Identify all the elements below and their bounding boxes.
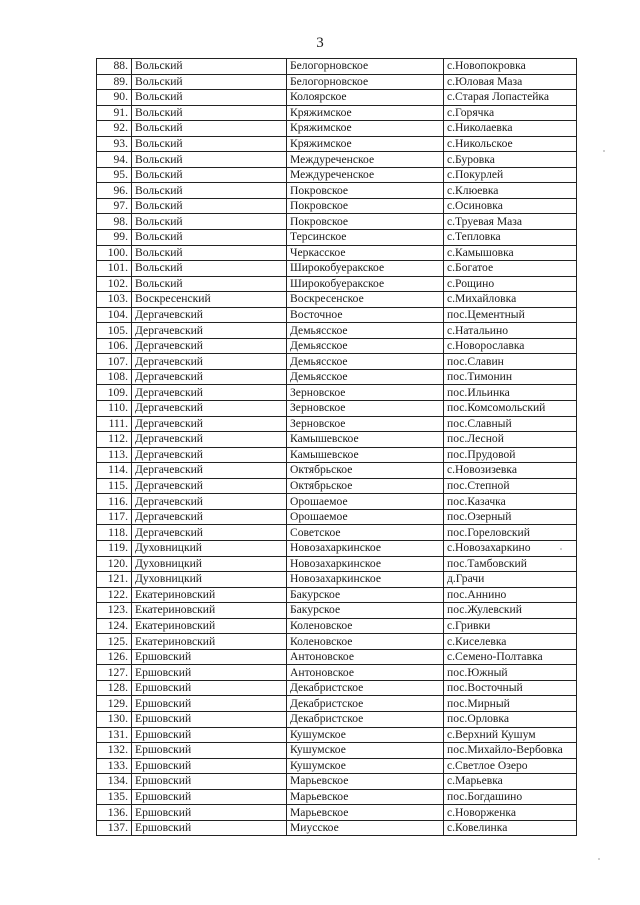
table-row — [97, 805, 577, 821]
row-number: 116. — [97, 494, 132, 510]
municipality-cell: Антоновское — [287, 649, 444, 665]
district-cell: Ершовский — [132, 680, 287, 696]
settlement-cell: с.Горячка — [444, 105, 577, 121]
row-number: 91. — [97, 105, 132, 121]
settlement-cell: пос.Славин — [444, 354, 577, 370]
row-number: 89. — [97, 74, 132, 90]
table-row — [97, 198, 577, 214]
row-number: 129. — [97, 696, 132, 712]
municipality-cell: Декабристское — [287, 696, 444, 712]
municipality-cell: Зерновское — [287, 401, 444, 417]
row-number: 106. — [97, 338, 132, 354]
scan-speck — [603, 150, 605, 152]
district-cell: Вольский — [132, 152, 287, 168]
municipality-cell: Марьевское — [287, 805, 444, 821]
table-row — [97, 587, 577, 603]
district-cell: Ершовский — [132, 805, 287, 821]
district-cell: Вольский — [132, 245, 287, 261]
settlement-cell: с.Светлое Озеро — [444, 758, 577, 774]
settlement-cell: пос.Славный — [444, 416, 577, 432]
table-row — [97, 214, 577, 230]
district-cell: Екатериновский — [132, 634, 287, 650]
settlement-cell: пос.Орловка — [444, 711, 577, 727]
row-number: 125. — [97, 634, 132, 650]
municipality-cell: Декабристское — [287, 711, 444, 727]
row-number: 107. — [97, 354, 132, 370]
district-cell: Дергачевский — [132, 463, 287, 479]
municipality-cell: Широкобуеракское — [287, 261, 444, 277]
row-number: 97. — [97, 198, 132, 214]
district-cell: Вольский — [132, 59, 287, 75]
settlement-cell: с.Богатое — [444, 261, 577, 277]
row-number: 99. — [97, 230, 132, 246]
municipality-cell: Покровское — [287, 214, 444, 230]
row-number: 121. — [97, 572, 132, 588]
row-number: 96. — [97, 183, 132, 199]
settlement-cell: с.Семено-Полтавка — [444, 649, 577, 665]
table-row — [97, 338, 577, 354]
municipality-cell: Кушумское — [287, 727, 444, 743]
settlement-cell: пос.Жулевский — [444, 603, 577, 619]
municipality-cell: Антоновское — [287, 665, 444, 681]
table-row — [97, 167, 577, 183]
settlement-cell: с.Марьевка — [444, 774, 577, 790]
municipality-cell: Покровское — [287, 183, 444, 199]
district-cell: Дергачевский — [132, 447, 287, 463]
table-row — [97, 59, 577, 75]
table-row — [97, 292, 577, 308]
row-number: 127. — [97, 665, 132, 681]
table-row — [97, 401, 577, 417]
row-number: 117. — [97, 509, 132, 525]
table-row — [97, 649, 577, 665]
settlement-cell: пос.Тимонин — [444, 369, 577, 385]
district-cell: Духовницкий — [132, 572, 287, 588]
row-number: 110. — [97, 401, 132, 417]
row-number: 98. — [97, 214, 132, 230]
settlement-cell: с.Ковелинка — [444, 820, 577, 836]
settlement-cell: с.Тепловка — [444, 230, 577, 246]
municipality-cell: Коленовское — [287, 618, 444, 634]
settlement-cell: с.Камышовка — [444, 245, 577, 261]
settlement-cell: с.Гривки — [444, 618, 577, 634]
municipality-cell: Демьясское — [287, 338, 444, 354]
municipality-cell: Кряжимское — [287, 136, 444, 152]
settlement-cell: с.Старая Лопастейка — [444, 90, 577, 106]
municipality-cell: Новозахаркинское — [287, 540, 444, 556]
settlement-cell: с.Труевая Маза — [444, 214, 577, 230]
settlement-cell: с.Осиновка — [444, 198, 577, 214]
row-number: 128. — [97, 680, 132, 696]
settlement-cell: пос.Степной — [444, 478, 577, 494]
district-cell: Ершовский — [132, 727, 287, 743]
municipality-cell: Широкобуеракское — [287, 276, 444, 292]
row-number: 113. — [97, 447, 132, 463]
table-row — [97, 121, 577, 137]
district-cell: Ершовский — [132, 774, 287, 790]
settlement-cell: пос.Лесной — [444, 432, 577, 448]
scan-speck — [598, 858, 600, 860]
municipality-cell: Декабристское — [287, 680, 444, 696]
settlement-cell: пос.Аннино — [444, 587, 577, 603]
municipality-cell: Белогорновское — [287, 74, 444, 90]
settlement-cell: пос.Ильинка — [444, 385, 577, 401]
district-cell: Ершовский — [132, 758, 287, 774]
settlement-cell: пос.Мирный — [444, 696, 577, 712]
municipality-cell: Бакурское — [287, 603, 444, 619]
settlement-cell: с.Николаевка — [444, 121, 577, 137]
municipality-cell: Колоярское — [287, 90, 444, 106]
district-cell: Вольский — [132, 214, 287, 230]
municipality-cell: Воскресенское — [287, 292, 444, 308]
settlement-cell: пос.Восточный — [444, 680, 577, 696]
district-cell: Дергачевский — [132, 385, 287, 401]
row-number: 130. — [97, 711, 132, 727]
table-row — [97, 447, 577, 463]
row-number: 119. — [97, 540, 132, 556]
district-cell: Вольский — [132, 276, 287, 292]
municipality-cell: Кушумское — [287, 743, 444, 759]
settlement-cell: с.Новозахаркино — [444, 540, 577, 556]
municipality-cell: Белогорновское — [287, 59, 444, 75]
table-row — [97, 634, 577, 650]
table-row — [97, 105, 577, 121]
municipality-cell: Восточное — [287, 307, 444, 323]
table-row — [97, 152, 577, 168]
table-row — [97, 74, 577, 90]
municipality-cell: Демьясское — [287, 323, 444, 339]
district-cell: Екатериновский — [132, 587, 287, 603]
row-number: 132. — [97, 743, 132, 759]
row-number: 111. — [97, 416, 132, 432]
settlement-cell: с.Юловая Маза — [444, 74, 577, 90]
settlement-cell: пос.Комсомольский — [444, 401, 577, 417]
district-cell: Вольский — [132, 105, 287, 121]
municipality-cell: Черкасское — [287, 245, 444, 261]
table-row — [97, 603, 577, 619]
settlement-cell: пос.Озерный — [444, 509, 577, 525]
settlement-cell: с.Михайловка — [444, 292, 577, 308]
table-row — [97, 261, 577, 277]
table-row — [97, 572, 577, 588]
row-number: 88. — [97, 59, 132, 75]
table-row — [97, 525, 577, 541]
table-row — [97, 820, 577, 836]
district-cell: Вольский — [132, 136, 287, 152]
settlement-cell: с.Новорославка — [444, 338, 577, 354]
municipality-cell: Междуреченское — [287, 167, 444, 183]
settlement-cell: с.Никольское — [444, 136, 577, 152]
municipality-cell: Кряжимское — [287, 121, 444, 137]
district-cell: Ершовский — [132, 649, 287, 665]
district-cell: Вольский — [132, 167, 287, 183]
table-row — [97, 556, 577, 572]
settlements-table-body — [97, 59, 577, 836]
row-number: 105. — [97, 323, 132, 339]
settlement-cell: пос.Богдашино — [444, 789, 577, 805]
municipality-cell: Терсинское — [287, 230, 444, 246]
table-row — [97, 618, 577, 634]
table-row — [97, 354, 577, 370]
table-row — [97, 276, 577, 292]
row-number: 120. — [97, 556, 132, 572]
row-number: 102. — [97, 276, 132, 292]
municipality-cell: Камышевское — [287, 447, 444, 463]
row-number: 136. — [97, 805, 132, 821]
row-number: 123. — [97, 603, 132, 619]
settlement-cell: с.Верхний Кушум — [444, 727, 577, 743]
district-cell: Вольский — [132, 90, 287, 106]
district-cell: Екатериновский — [132, 603, 287, 619]
district-cell: Ершовский — [132, 711, 287, 727]
district-cell: Ершовский — [132, 820, 287, 836]
municipality-cell: Миусское — [287, 820, 444, 836]
row-number: 137. — [97, 820, 132, 836]
municipality-cell: Новозахаркинское — [287, 572, 444, 588]
municipality-cell: Демьясское — [287, 354, 444, 370]
row-number: 134. — [97, 774, 132, 790]
municipality-cell: Зерновское — [287, 416, 444, 432]
table-row — [97, 789, 577, 805]
municipality-cell: Зерновское — [287, 385, 444, 401]
district-cell: Вольский — [132, 261, 287, 277]
row-number: 100. — [97, 245, 132, 261]
table-row — [97, 136, 577, 152]
settlement-cell: пос.Южный — [444, 665, 577, 681]
table-row — [97, 463, 577, 479]
row-number: 104. — [97, 307, 132, 323]
table-row — [97, 432, 577, 448]
row-number: 103. — [97, 292, 132, 308]
district-cell: Ершовский — [132, 696, 287, 712]
table-row — [97, 385, 577, 401]
settlements-table — [96, 58, 577, 836]
row-number: 109. — [97, 385, 132, 401]
row-number: 90. — [97, 90, 132, 106]
table-row — [97, 758, 577, 774]
row-number: 131. — [97, 727, 132, 743]
row-number: 112. — [97, 432, 132, 448]
table-row — [97, 540, 577, 556]
table-row — [97, 743, 577, 759]
scan-speck — [560, 548, 562, 550]
district-cell: Духовницкий — [132, 556, 287, 572]
table-row — [97, 416, 577, 432]
row-number: 124. — [97, 618, 132, 634]
municipality-cell: Демьясское — [287, 369, 444, 385]
municipality-cell: Кряжимское — [287, 105, 444, 121]
table-row — [97, 369, 577, 385]
settlement-cell: пос.Тамбовский — [444, 556, 577, 572]
district-cell: Дергачевский — [132, 494, 287, 510]
settlement-cell: с.Новорженка — [444, 805, 577, 821]
municipality-cell: Советское — [287, 525, 444, 541]
settlement-cell: с.Новозизевка — [444, 463, 577, 479]
table-row — [97, 509, 577, 525]
row-number: 94. — [97, 152, 132, 168]
table-row — [97, 323, 577, 339]
district-cell: Вольский — [132, 74, 287, 90]
row-number: 93. — [97, 136, 132, 152]
district-cell: Дергачевский — [132, 525, 287, 541]
table-row — [97, 711, 577, 727]
row-number: 114. — [97, 463, 132, 479]
settlement-cell: пос.Михайло-Вербовка — [444, 743, 577, 759]
settlement-cell: д.Грачи — [444, 572, 577, 588]
row-number: 101. — [97, 261, 132, 277]
row-number: 118. — [97, 525, 132, 541]
settlement-cell: с.Киселевка — [444, 634, 577, 650]
municipality-cell: Бакурское — [287, 587, 444, 603]
district-cell: Дергачевский — [132, 509, 287, 525]
district-cell: Дергачевский — [132, 354, 287, 370]
row-number: 133. — [97, 758, 132, 774]
table-row — [97, 478, 577, 494]
district-cell: Вольский — [132, 230, 287, 246]
table-row — [97, 230, 577, 246]
settlement-cell: пос.Прудовой — [444, 447, 577, 463]
district-cell: Дергачевский — [132, 416, 287, 432]
district-cell: Ершовский — [132, 665, 287, 681]
row-number: 92. — [97, 121, 132, 137]
settlement-cell: с.Натальино — [444, 323, 577, 339]
municipality-cell: Покровское — [287, 198, 444, 214]
page-number: 3 — [316, 35, 324, 51]
table-row — [97, 307, 577, 323]
district-cell: Вольский — [132, 198, 287, 214]
table-row — [97, 665, 577, 681]
settlement-cell: с.Новопокровка — [444, 59, 577, 75]
settlement-cell: пос.Гореловский — [444, 525, 577, 541]
district-cell: Духовницкий — [132, 540, 287, 556]
table-row — [97, 494, 577, 510]
row-number: 108. — [97, 369, 132, 385]
municipality-cell: Октябрьское — [287, 478, 444, 494]
settlement-cell: с.Клюевка — [444, 183, 577, 199]
district-cell: Вольский — [132, 121, 287, 137]
table-row — [97, 727, 577, 743]
table-row — [97, 90, 577, 106]
table-row — [97, 774, 577, 790]
municipality-cell: Междуреченское — [287, 152, 444, 168]
row-number: 126. — [97, 649, 132, 665]
municipality-cell: Новозахаркинское — [287, 556, 444, 572]
row-number: 115. — [97, 478, 132, 494]
municipality-cell: Коленовское — [287, 634, 444, 650]
table-row — [97, 680, 577, 696]
district-cell: Дергачевский — [132, 401, 287, 417]
municipality-cell: Кушумское — [287, 758, 444, 774]
settlement-cell: с.Буровка — [444, 152, 577, 168]
municipality-cell: Орошаемое — [287, 494, 444, 510]
district-cell: Ершовский — [132, 789, 287, 805]
municipality-cell: Камышевское — [287, 432, 444, 448]
table-row — [97, 696, 577, 712]
settlement-cell: пос.Цементный — [444, 307, 577, 323]
district-cell: Дергачевский — [132, 369, 287, 385]
district-cell: Вольский — [132, 183, 287, 199]
table-row — [97, 183, 577, 199]
row-number: 122. — [97, 587, 132, 603]
row-number: 135. — [97, 789, 132, 805]
district-cell: Дергачевский — [132, 432, 287, 448]
municipality-cell: Орошаемое — [287, 509, 444, 525]
municipality-cell: Марьевское — [287, 789, 444, 805]
settlement-cell: с.Покурлей — [444, 167, 577, 183]
district-cell: Воскресенский — [132, 292, 287, 308]
row-number: 95. — [97, 167, 132, 183]
settlement-cell: с.Рощино — [444, 276, 577, 292]
municipality-cell: Октябрьское — [287, 463, 444, 479]
district-cell: Екатериновский — [132, 618, 287, 634]
district-cell: Дергачевский — [132, 338, 287, 354]
settlement-cell: пос.Казачка — [444, 494, 577, 510]
table-row — [97, 245, 577, 261]
district-cell: Ершовский — [132, 743, 287, 759]
district-cell: Дергачевский — [132, 478, 287, 494]
district-cell: Дергачевский — [132, 307, 287, 323]
municipality-cell: Марьевское — [287, 774, 444, 790]
district-cell: Дергачевский — [132, 323, 287, 339]
